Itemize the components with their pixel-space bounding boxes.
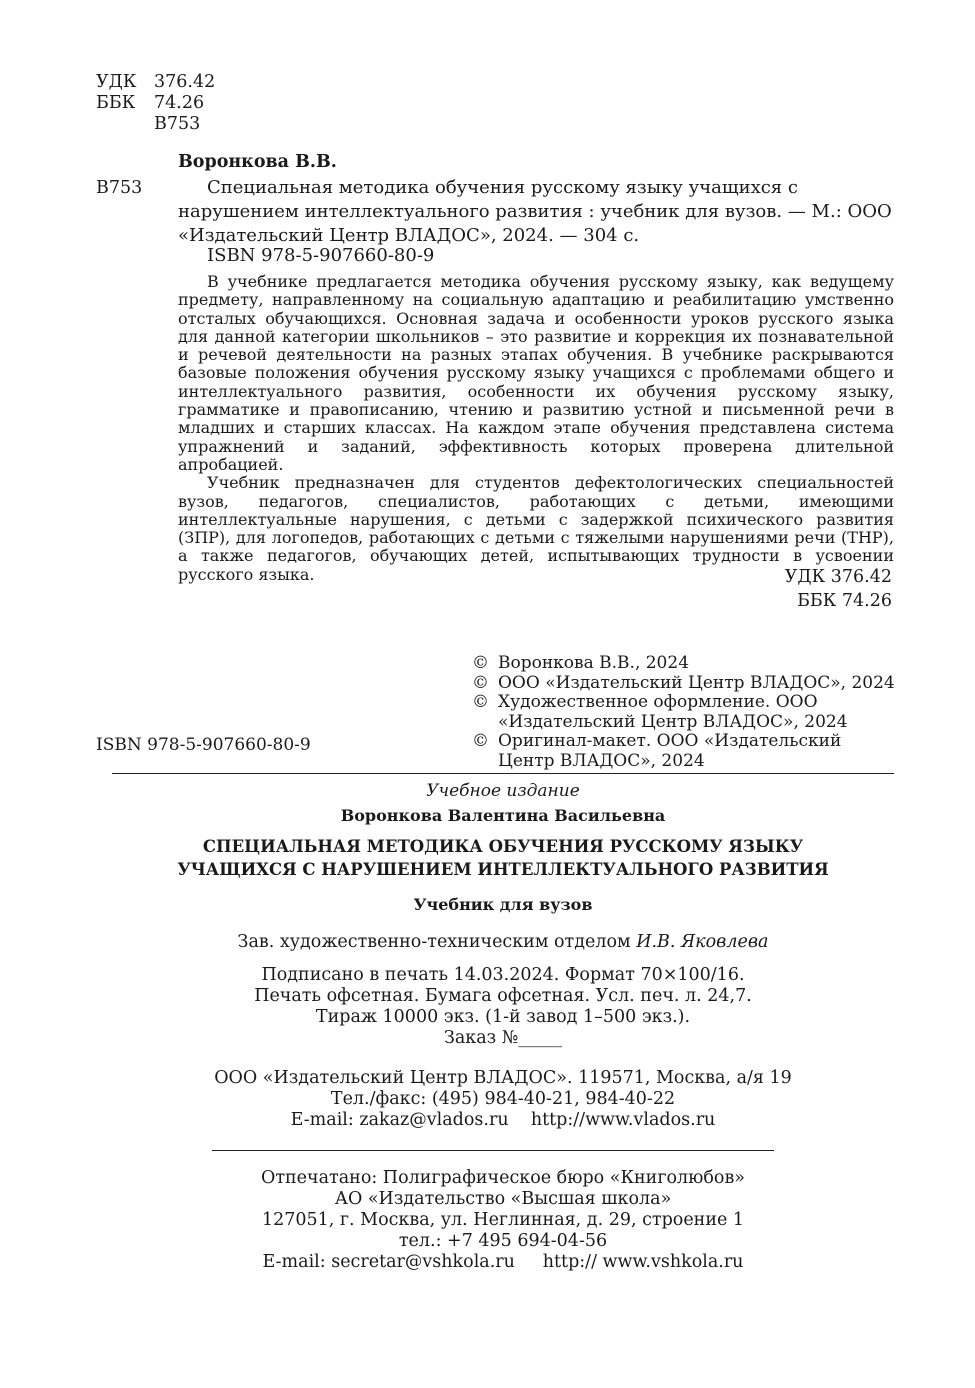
classification-block (96, 72, 215, 135)
classification-row-bbk (96, 93, 215, 114)
publisher-line: ООО «Издательский Центр ВЛАДОС». 119571, Москва, а/я 19 (214, 1068, 792, 1088)
book-title-line: УЧАЩИХСЯ С НАРУШЕНИЕМ ИНТЕЛЛЕКТУАЛЬНОГО РАЗВИТИЯ (177, 860, 829, 879)
author-code: В753 (96, 178, 143, 198)
classification-value: В753 (154, 114, 201, 134)
author-heading: Воронкова В.В. (178, 152, 337, 172)
publisher-line: Тел./факс: (495) 984-40-21, 984-40-22 (330, 1089, 676, 1109)
printer-info (112, 1168, 894, 1273)
print-details (112, 965, 894, 1049)
book-title-line: СПЕЦИАЛЬНАЯ МЕТОДИКА ОБУЧЕНИЯ РУССКОМУ ЯЗЫКУ (202, 837, 804, 856)
classification-key: ББК (96, 93, 136, 113)
printer-line: 127051, г. Москва, ул. Неглинная, д. 29, строение 1 (261, 1210, 745, 1230)
copyright-block (472, 654, 902, 771)
copyright-text: ООО «Издательский Центр ВЛАДОС», 2024 (498, 672, 895, 693)
bibliographic-description: Специальная методика обучения русскому языку учащихся с нарушением интеллектуального развития : учебник для вузов. — М.: ООО «Издательский Центр ВЛАДОС», 2024. — 304 с. (178, 177, 892, 246)
print-detail-line: Заказ №_____ (443, 1028, 563, 1048)
classification-value: 74.26 (154, 93, 205, 113)
copyright-icon: © (472, 653, 489, 673)
art-department-name: И.В. Яковлева (636, 932, 769, 952)
classification-key: УДК (96, 72, 137, 92)
printer-line: E-mail: secretar@vshkola.ru http:// www.vshkola.ru (262, 1252, 744, 1272)
art-department-prefix: Зав. художественно-техническим отделом (237, 932, 631, 952)
copyright-line (472, 674, 902, 694)
isbn-bottom: ISBN 978-5-907660-80-9 (96, 735, 311, 755)
art-department-line (112, 932, 894, 952)
publisher-contacts (112, 1068, 894, 1131)
copyright-text: Воронкова В.В., 2024 (498, 653, 690, 673)
isbn-top: ISBN 978-5-907660-80-9 (207, 245, 435, 266)
print-detail-line: Печать офсетная. Бумага офсетная. Усл. печ. л. 24,7. (254, 986, 752, 1006)
bbk-right: ББК 74.26 (797, 591, 892, 611)
divider (112, 773, 894, 774)
divider (212, 1150, 774, 1151)
copyright-line (472, 654, 902, 674)
author-full-name: Воронкова Валентина Васильевна (340, 806, 666, 825)
copyright-text: Оригинал-макет. ООО «Издательский Центр ВЛАДОС», 2024 (498, 731, 842, 771)
copyright-line (472, 693, 902, 732)
udk-bbk-right (785, 565, 892, 613)
book-title (112, 835, 894, 881)
classification-row-udk (96, 72, 215, 93)
printer-line: АО «Издательство «Высшая школа» (334, 1189, 672, 1209)
annotation (178, 273, 894, 584)
copyright-icon: © (472, 692, 489, 712)
print-detail-line: Подписано в печать 14.03.2024. Формат 70×100/16. (261, 965, 745, 985)
classification-value: 376.42 (154, 72, 216, 92)
edition-type: Учебное издание (426, 781, 580, 801)
printer-line: Отпечатано: Полиграфическое бюро «Книголюбов» (260, 1168, 746, 1188)
udk-right: УДК 376.42 (784, 567, 892, 587)
copyright-icon: © (472, 731, 489, 751)
copyright-text: Художественное оформление. ООО «Издательский Центр ВЛАДОС», 2024 (498, 692, 848, 732)
annotation-paragraph: В учебнике предлагается методика обучения русскому языку, как ведущему предмету, направленному на социальную адаптацию и реабилитацию умственно отсталых обучающихся. Основная задача и особенности уроков русского языка для данной категории школьников – это развитие и коррекция их познавательной и речевой деятельности на разных этапах обучения. В учебнике раскрываются базовые положения обучения русскому языку учащихся с проблемами общего и интеллектуального развития, особенности их обучения русскому языку, грамматике и правописанию, чтению и развитию устной и письменной речи в младших и старших классах. На каждом этапе обучения представлена система упражнений и заданий, эффективность которых проверена длительной апробацией. (178, 272, 894, 474)
copyright-icon: © (472, 672, 489, 693)
book-subtitle: Учебник для вузов (413, 895, 593, 914)
annotation-paragraph: Учебник предназначен для студентов дефектологических специальностей вузов, педагогов, специалистов, работающих с детьми, имеющими интеллектуальные нарушения, с детьми с задержкой психического развития (ЗПР), для логопедов, работающих с детьми с тяжелыми нарушениями речи (ТНР), а также педагогов, обучающих детей, испытывающих трудности в усвоении русского языка. (178, 473, 894, 584)
print-detail-line: Тираж 10000 экз. (1-й завод 1–500 экз.). (315, 1007, 691, 1027)
publisher-line: E-mail: zakaz@vlados.ru http://www.vlados.ru (290, 1110, 716, 1130)
copyright-line (472, 732, 902, 771)
printer-line: тел.: +7 495 694-04-56 (398, 1231, 608, 1251)
classification-row-code (96, 114, 215, 135)
classification-key (96, 114, 154, 135)
